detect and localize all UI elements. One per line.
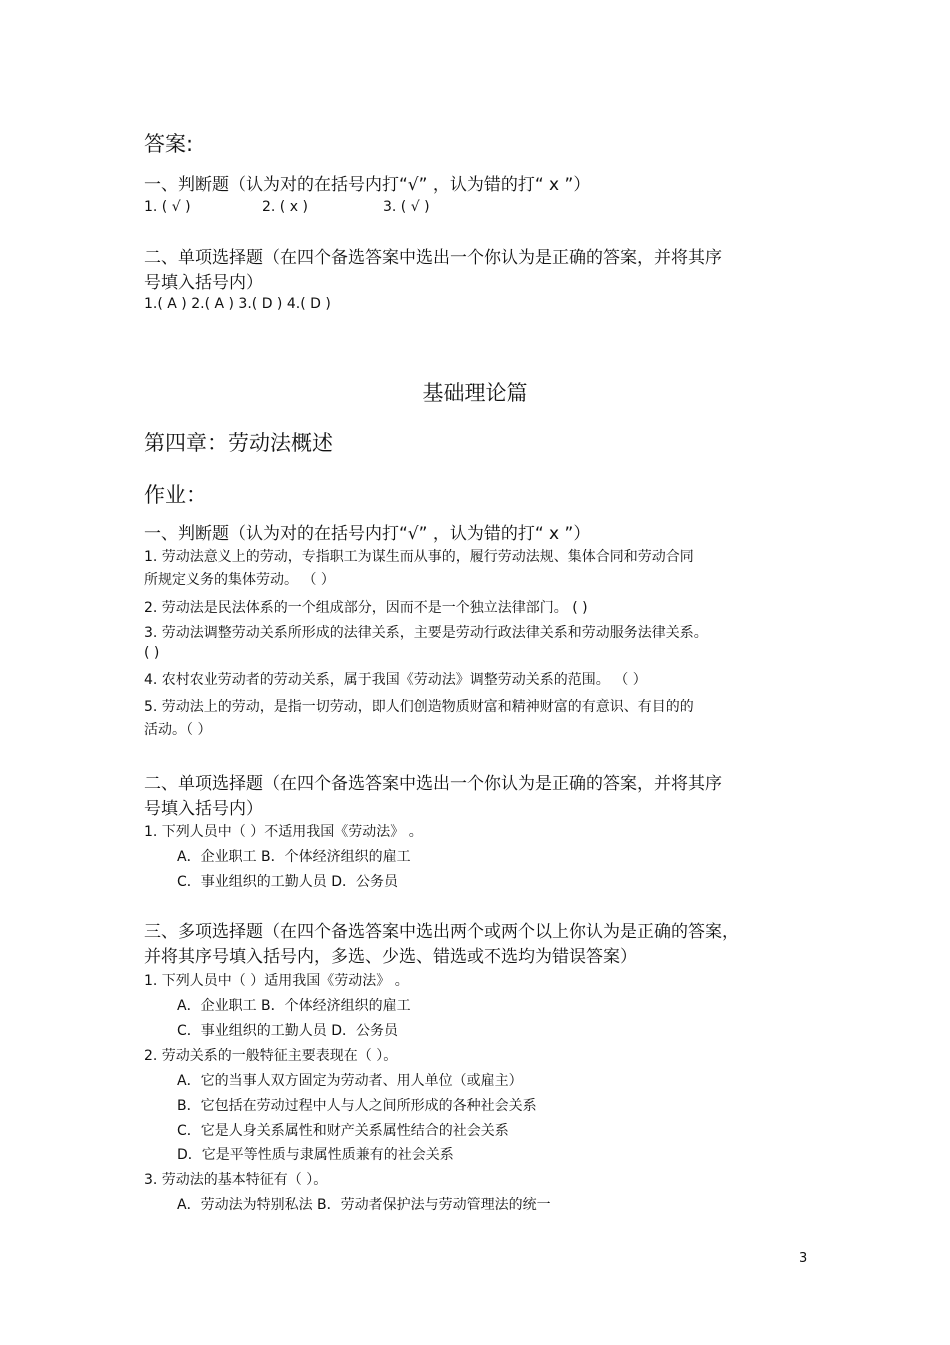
answers-judge-item-3: 3. ( √ ) [383, 199, 430, 215]
hw-multi-q2-option-b: B．它包括在劳动过程中人与人之间所形成的各种社会关系 [177, 1098, 537, 1114]
page-number: 3 [799, 1251, 808, 1266]
hw-multi-title-line2: 并将其序号填入括号内，多选、少选、错选或不选均为错误答案） [144, 947, 637, 967]
hw-single-q1-options-ab: A．企业职工 B．个体经济组织的雇工 [177, 849, 411, 865]
chapter-title: 第四章：劳动法概述 [144, 431, 333, 455]
answers-judge-title: 一、判断题（认为对的在括号内打“√” ，认为错的打“ x ”） [144, 175, 591, 195]
hw-multi-q2: 2. 劳动关系的一般特征主要表现在（ ）。 [144, 1048, 398, 1064]
hw-judge-q3-line2: ( ) [144, 645, 160, 661]
hw-single-q1-options-cd: C．事业组织的工勤人员 D．公务员 [177, 874, 399, 890]
hw-judge-title: 一、判断题（认为对的在括号内打“√” ，认为错的打“ x ”） [144, 524, 591, 544]
answers-single-items: 1.( A ) 2.( A ) 3.( D ) 4.( D ) [144, 296, 331, 312]
hw-judge-q1-line2: 所规定义务的集体劳动。 （ ） [144, 572, 335, 588]
section-title: 基础理论篇 [422, 381, 528, 405]
answers-single-title-line1: 二、单项选择题（在四个备选答案中选出一个你认为是正确的答案，并将其序 [144, 248, 722, 268]
hw-multi-q2-option-d: D．它是平等性质与隶属性质兼有的社会关系 [177, 1147, 454, 1163]
answers-heading: 答案: [144, 132, 194, 156]
hw-multi-q3: 3. 劳动法的基本特征有（ ）。 [144, 1172, 328, 1188]
hw-judge-q1-line1: 1. 劳动法意义上的劳动，专指职工为谋生而从事的，履行劳动法规、集体合同和劳动合同 [144, 549, 694, 565]
hw-multi-q3-options-ab: A．劳动法为特别私法 B．劳动者保护法与劳动管理法的统一 [177, 1197, 551, 1213]
answers-judge-item-2: 2. ( x ) [262, 199, 308, 215]
hw-multi-q1: 1. 下列人员中（ ）适用我国《劳动法》 。 [144, 973, 409, 989]
hw-single-title-line1: 二、单项选择题（在四个备选答案中选出一个你认为是正确的答案，并将其序 [144, 774, 722, 794]
hw-multi-q2-option-a: A．它的当事人双方固定为劳动者、用人单位（或雇主） [177, 1073, 523, 1089]
hw-multi-q1-options-cd: C．事业组织的工勤人员 D．公务员 [177, 1023, 399, 1039]
answers-judge-item-1: 1. ( √ ) [144, 199, 191, 215]
hw-multi-title-line1: 三、多项选择题（在四个备选答案中选出两个或两个以上你认为是正确的答案， [144, 922, 739, 942]
answers-single-title-line2: 号填入括号内） [144, 273, 263, 293]
hw-single-title-line2: 号填入括号内） [144, 799, 263, 819]
hw-judge-q2: 2. 劳动法是民法体系的一个组成部分，因而不是一个独立法律部门。 ( ) [144, 600, 588, 616]
hw-judge-q4: 4. 农村农业劳动者的劳动关系，属于我国《劳动法》调整劳动关系的范围。 （ ） [144, 672, 647, 688]
hw-multi-q1-options-ab: A．企业职工 B．个体经济组织的雇工 [177, 998, 411, 1014]
hw-single-q1: 1. 下列人员中（ ）不适用我国《劳动法》 。 [144, 824, 423, 840]
hw-multi-q2-option-c: C．它是人身关系属性和财产关系属性结合的社会关系 [177, 1123, 509, 1139]
hw-judge-q5-line2: 活动。（ ） [144, 722, 212, 738]
hw-judge-q3-line1: 3. 劳动法调整劳动关系所形成的法律关系，主要是劳动行政法律关系和劳动服务法律关系。 [144, 625, 708, 641]
homework-heading: 作业： [144, 483, 207, 507]
hw-judge-q5-line1: 5. 劳动法上的劳动，是指一切劳动，即人们创造物质财富和精神财富的有意识、有目的的 [144, 699, 694, 715]
